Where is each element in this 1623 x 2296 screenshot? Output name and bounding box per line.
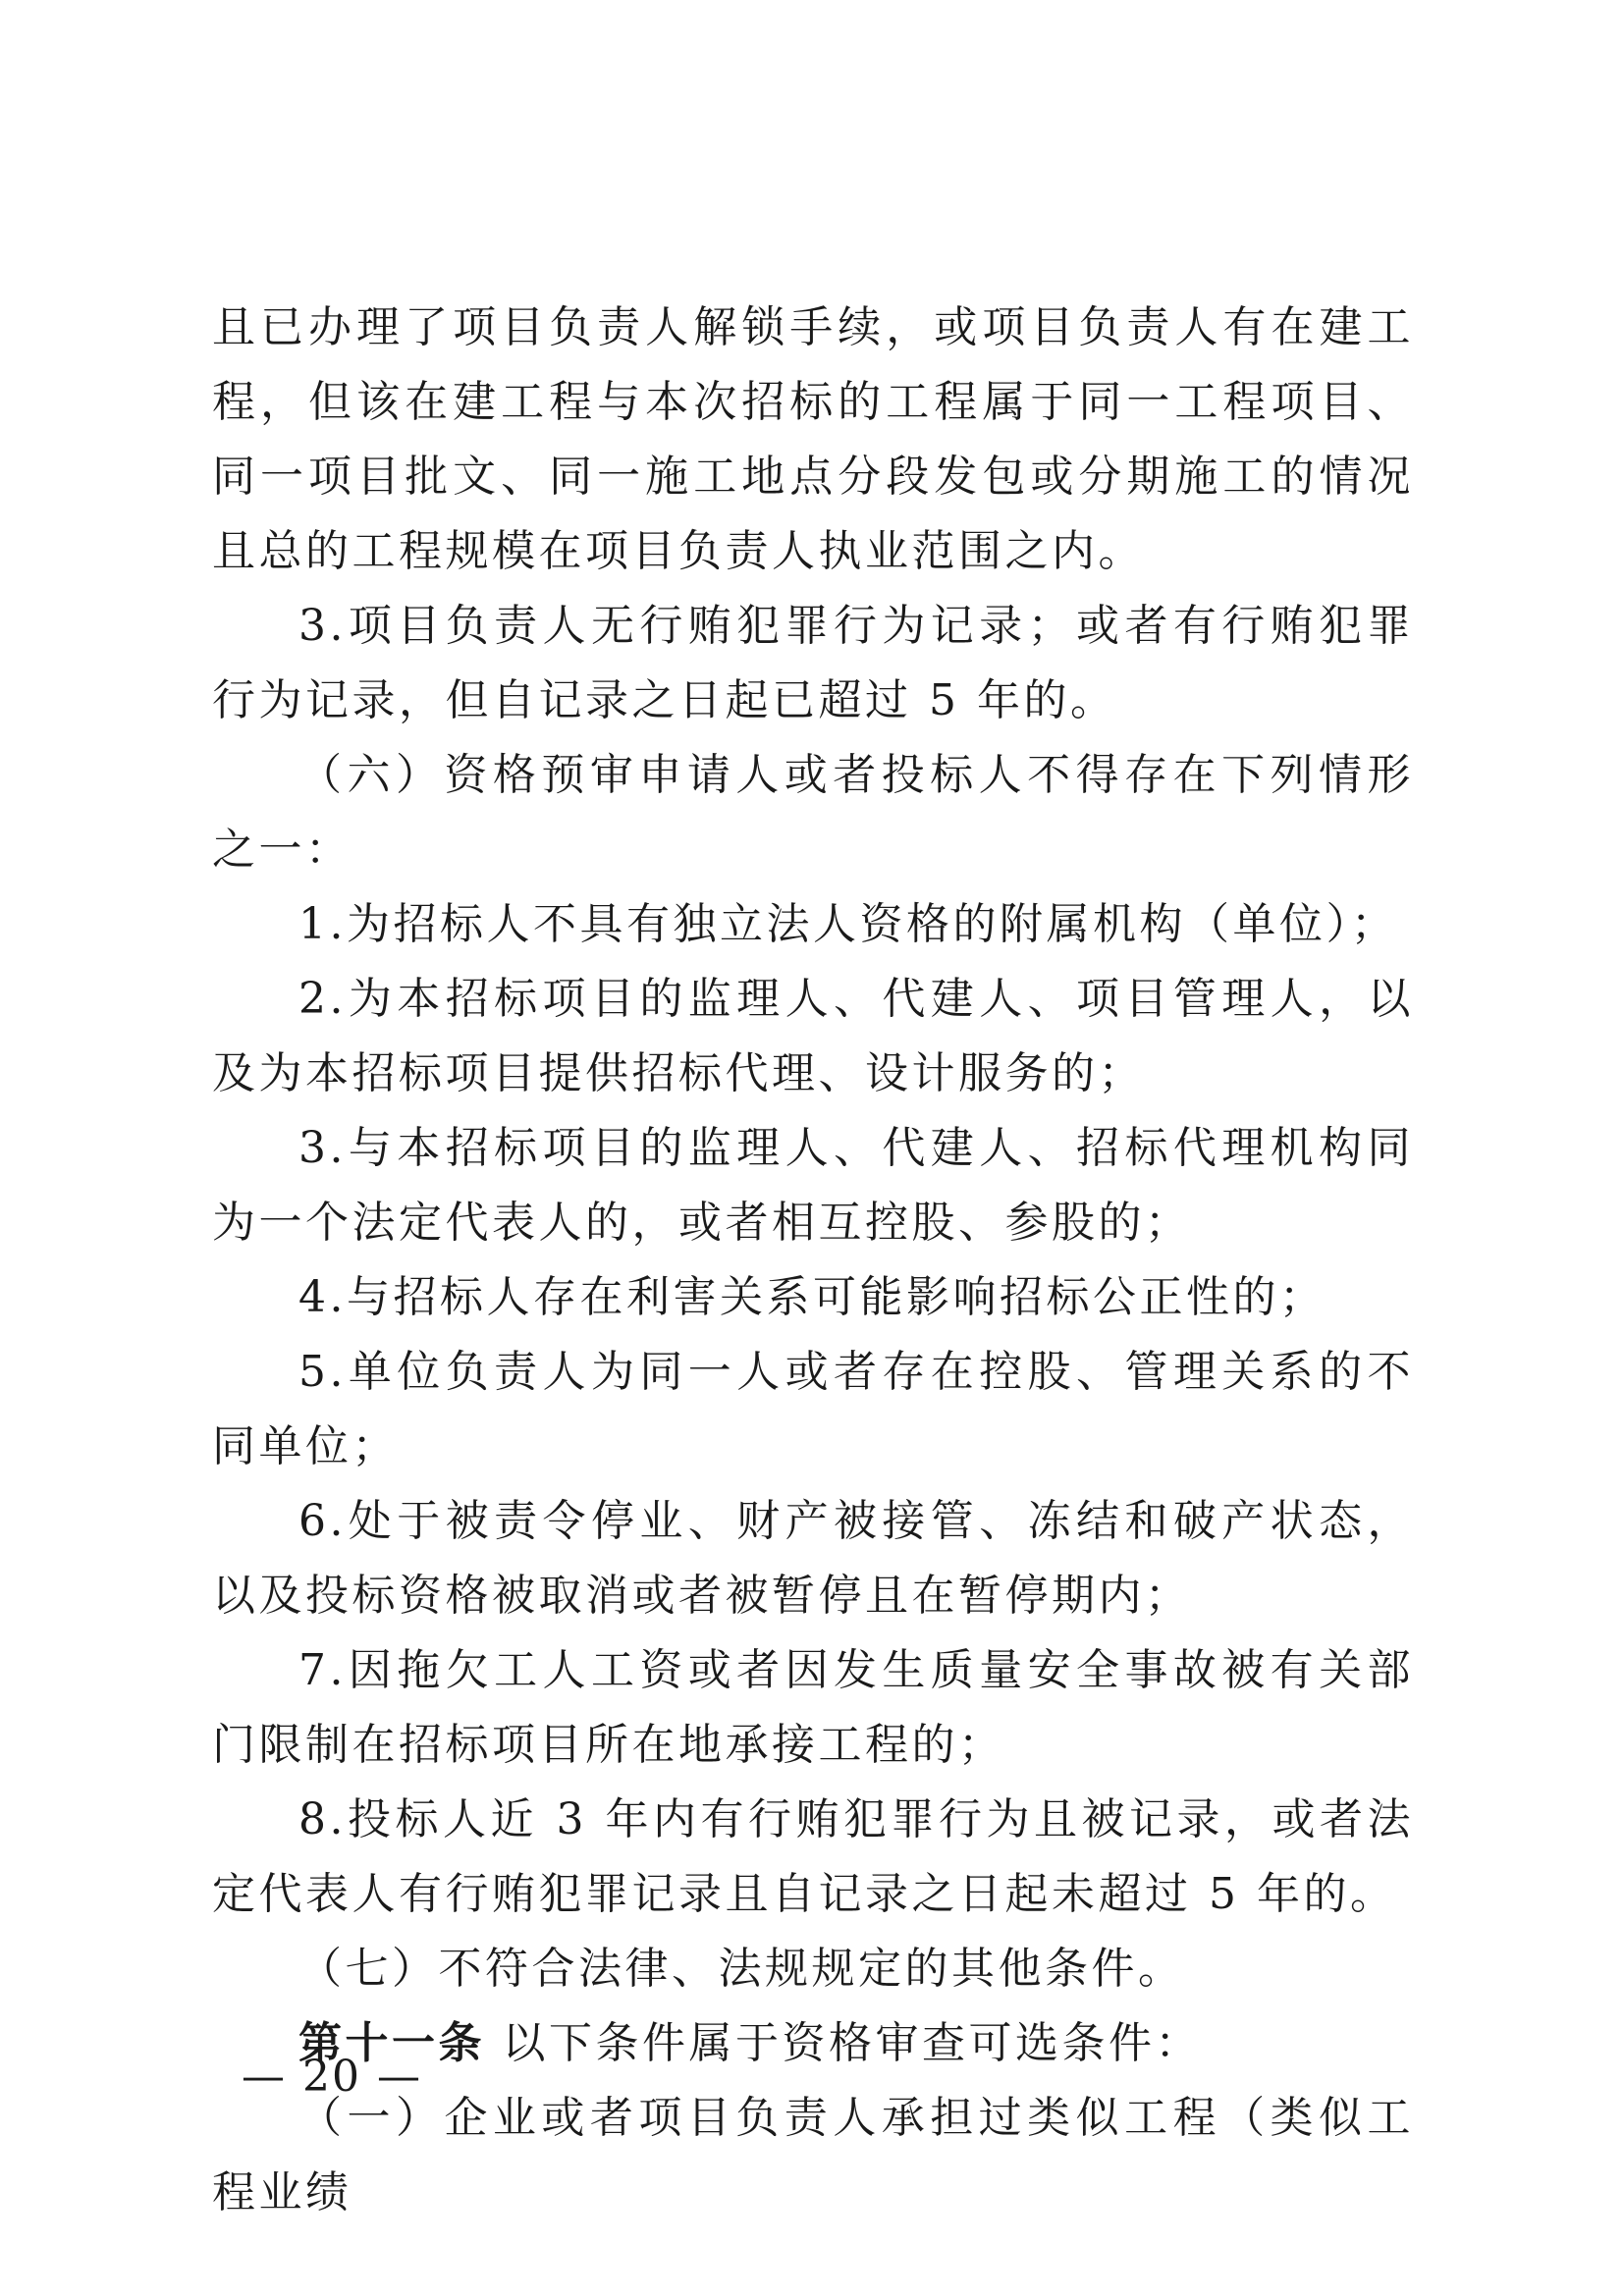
document-body <box>212 291 1414 2230</box>
paragraph-item-4: 4.与招标人存在利害关系可能影响招标公正性的； <box>298 1272 1326 1322</box>
paragraph-section-6: （六）资格预审申请人或者投标人不得存在下列情形之一： <box>212 750 1414 875</box>
paragraph-item-2: 2.为本招标项目的监理人、代建人、项目管理人，以及为本招标项目提供招标代理、设计服务的； <box>212 974 1414 1098</box>
page-number: — 20 — <box>242 2052 422 2102</box>
paragraph-item-3-bribery-record: 3.项目负责人无行贿犯罪行为记录；或者有行贿犯罪行为记录，但自记录之日起已超过 5 年的。 <box>212 601 1414 725</box>
paragraph-item-3: 3.与本招标项目的监理人、代建人、招标代理机构同为一个法定代表人的，或者相互控股、参股的； <box>212 1123 1414 1248</box>
paragraph-item-7: 7.因拖欠工人工资或者因发生质量安全事故被有关部门限制在招标项目所在地承接工程的； <box>212 1645 1414 1770</box>
paragraph-item-8: 8.投标人近 3 年内有行贿犯罪行为且被记录，或者法定代表人有行贿犯罪记录且自记录之日起未超过 5 年的。 <box>212 1794 1414 1919</box>
paragraph-section-7: （七）不符合法律、法规规定的其他条件。 <box>298 1944 1185 1994</box>
paragraph-item-1: 1.为招标人不具有独立法人资格的附属机构（单位）； <box>298 899 1398 949</box>
article-text: 以下条件属于资格审查可选条件： <box>502 2018 1202 2068</box>
article-title: 第十一条 <box>298 2018 485 2068</box>
paragraph-continuation: 且已办理了项目负责人解锁手续，或项目负责人有在建工程，但该在建工程与本次招标的工程属于同一工程项目、同一项目批文、同一施工地点分段发包或分期施工的情况且总的工程规模在项目负责人执业范围之内。 <box>212 302 1414 576</box>
paragraph-section-1: （一）企业或者项目负责人承担过类似工程（类似工程业绩 <box>212 2093 1414 2217</box>
paragraph-item-5: 5.单位负责人为同一人或者存在控股、管理关系的不同单位； <box>212 1347 1414 1471</box>
paragraph-item-6: 6.处于被责令停业、财产被接管、冻结和破产状态，以及投标资格被取消或者被暂停且在暂停期内； <box>212 1496 1414 1621</box>
